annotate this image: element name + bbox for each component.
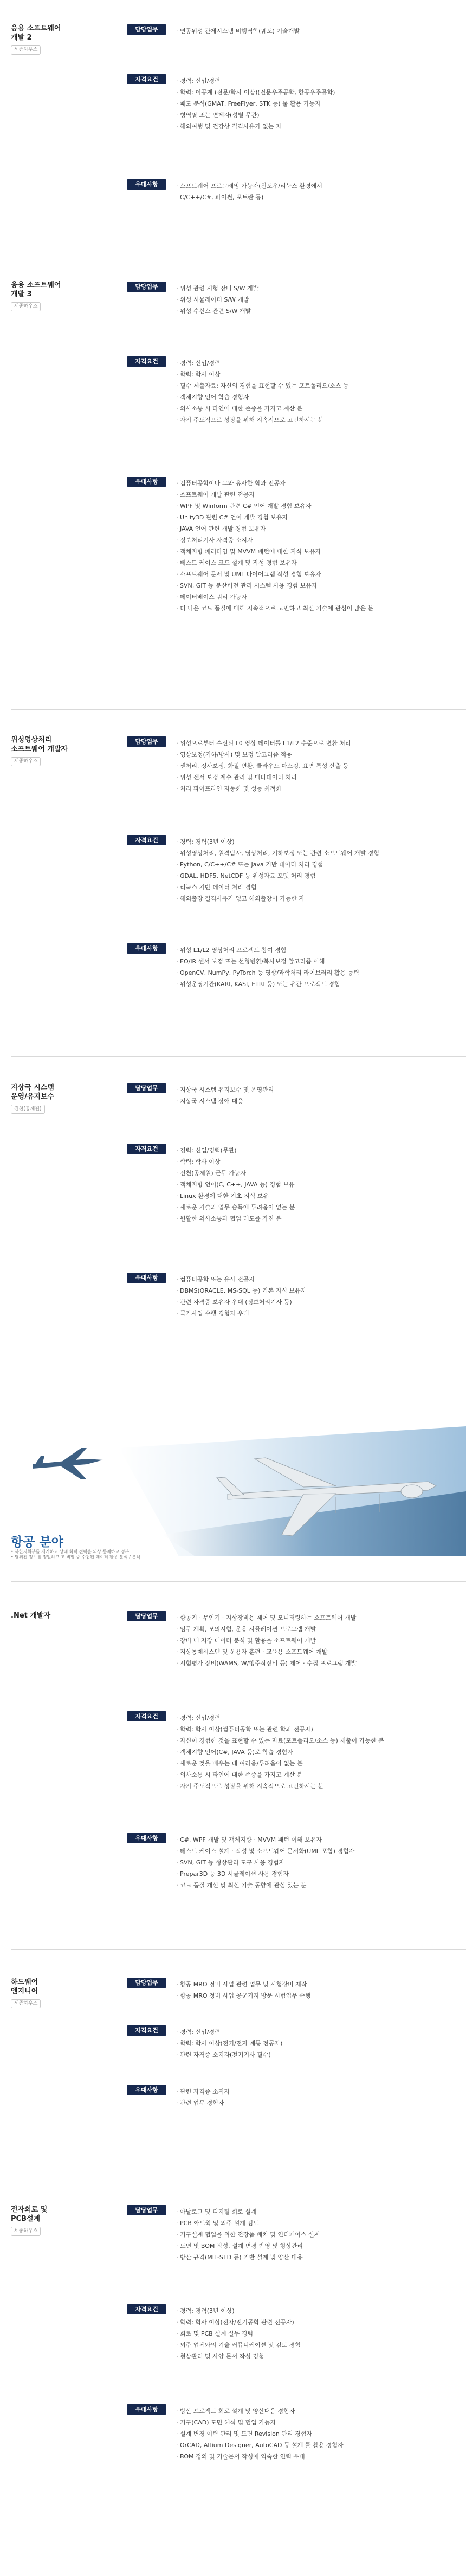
duty-list (176, 1979, 458, 2001)
list-item: · 방산 프로젝트 회로 설계 및 양산대응 경험자 (176, 2408, 295, 2415)
aviation-banner (0, 1426, 466, 1560)
list-item: · 진천(공제원) 근무 가능자 (176, 1170, 246, 1177)
requirements-list (176, 1712, 458, 1792)
list-item: · 아날로그 및 디지털 회로 설계 (176, 2208, 257, 2215)
jet-icon (33, 1448, 103, 1479)
duty-list (176, 283, 458, 317)
list-item: · 기구(CAD) 도면 해석 및 협업 가능자 (176, 2419, 276, 2426)
job-title: 위성영상처리 소프트웨어 개발자 (11, 736, 68, 753)
list-item: · 경력: 신입/경력 (176, 1714, 221, 1721)
list-item: · 설계 변경 이력 관리 및 도면 Revision 관리 경험자 (176, 2430, 312, 2437)
list-item: · 객체지향 언어(C, C++, JAVA 등) 경험 보유 (176, 1181, 295, 1188)
list-item: · GDAL, HDF5, NetCDF 등 위성자료 포맷 처리 경험 (176, 872, 316, 879)
banner-desc-line: • 북한지휘부를 제거하고 상대 화력 전력을 의상 통제하고 정부 (11, 1549, 130, 1554)
list-item: · 객체지향 언어 학습 경험자 (176, 394, 249, 401)
location-badge: 세종하우스 (11, 757, 41, 766)
list-item: · 코드 품질 개선 및 최신 기술 동향에 관심 있는 분 (176, 1882, 307, 1889)
requirements-list (176, 2026, 458, 2060)
list-item: · OpenCV, NumPy, PyTorch 등 영상/과학처리 라이브러리 활용 능력 (176, 969, 359, 976)
list-item: · 객체지향 언어(C#, JAVA 등)로 학습 경험자 (176, 1749, 293, 1756)
list-item: · 해외여행 및 건강상 결격사유가 없는 자 (176, 123, 282, 130)
list-item: · 위성운영기관(KARI, KASI, ETRI 등) 또는 유관 프로젝트 경험 (176, 981, 340, 988)
list-item: · Linux 환경에 대한 기초 지식 보유 (176, 1192, 269, 1199)
requirements-label: 자격요건 (127, 1711, 166, 1721)
requirements-list (176, 357, 458, 426)
list-item: · 관련 자격증 보유자 우대 (정보처리기사 등) (176, 1299, 292, 1306)
list-item: · 학력: 학사 이상(전자/전기공학 관련 전공자) (176, 2319, 294, 2326)
job-title: 하드웨어 엔지니어 (11, 1978, 38, 1995)
list-item: · 위성 수신소 관련 S/W 개발 (176, 308, 251, 315)
list-item: · 센처리, 정사보정, 화질 변환, 클라우드 마스킹, 표면 특성 산출 등 (176, 762, 349, 769)
list-item: · Python, C/C++/C# 또는 Java 기반 데이터 처리 경험 (176, 861, 323, 868)
requirements-label: 자격요건 (127, 1144, 166, 1154)
preferred-label: 우대사항 (127, 2404, 166, 2415)
list-item: · 경력: 경력(3년 이상) (176, 838, 235, 845)
list-item: · 시험평가 장비(WAMS, W/행주작장비 등) 제어 · 수집 프로그램 개발 (176, 1660, 357, 1667)
list-item: · 지상국 시스템 장애 대응 (176, 1098, 243, 1105)
list-item: · 해외출장 결격사유가 없고 해외출장이 가능한 자 (176, 895, 305, 902)
list-item: · 항공 MRO 정비 사업 공군기지 방문 시험업무 수행 (176, 1992, 311, 1999)
list-item: · 형상관리 및 사양 문서 작성 경험 (176, 2353, 264, 2360)
list-item: · 항공기 · 무인기 · 지상장비용 제어 및 모니터링하는 소프트웨어 개발 (176, 1614, 357, 1621)
list-item: · WPF 및 Winform 관련 C# 언어 개발 경험 보유자 (176, 503, 312, 510)
location-badge: 세종하우스 (11, 45, 41, 55)
list-item: C/C++/C#, 파이썬, 포트란 등) (176, 194, 264, 201)
preferred-list (176, 1834, 458, 1891)
list-item: · Unity3D 관련 C# 언어 개발 경험 보유자 (176, 514, 288, 521)
banner-title: 항공 분야 (11, 1535, 63, 1549)
list-item: · 학력: 이공계 (전문/학사 이상)(전문우주공학, 항공우주공학) (176, 89, 335, 96)
list-item: · 학력: 학사 이상(전기/전자 계통 전공자) (176, 2040, 283, 2047)
requirements-label: 자격요건 (127, 2025, 166, 2036)
list-item: · 자신이 경험한 것을 표현할 수 있는 자료(포트폴리오/소스 등) 제출이 가능한 분 (176, 1737, 384, 1744)
duty-label: 담당업무 (127, 736, 166, 747)
duty-list (176, 1612, 458, 1669)
list-item: · 관련 자격증 소지자(전기기사 필수) (176, 2051, 271, 2058)
list-item: · 자기 주도적으로 성장을 위해 지속적으로 고민하시는 분 (176, 416, 324, 423)
list-item: · 위성 센서 보정 계수 관리 및 메타데이터 처리 (176, 774, 297, 781)
duty-label: 담당업무 (127, 1611, 166, 1621)
list-item: · 관련 자격증 소지자 (176, 2088, 230, 2095)
preferred-label: 우대사항 (127, 1273, 166, 1283)
list-item: · 소프트웨어 문서 및 UML 다이어그램 작성 경험 보유자 (176, 571, 321, 578)
requirements-label: 자격요건 (127, 835, 166, 845)
requirements-label: 자격요건 (127, 2304, 166, 2314)
list-item: · 항공 MRO 정비 사업 관련 업무 및 시험장비 제작 (176, 1981, 307, 1988)
list-item: · 연공위성 관제시스템 비행역학(궤도) 기술개발 (176, 28, 300, 35)
list-item: · 처리 파이프라인 자동화 및 성능 최적화 (176, 785, 282, 792)
duty-label: 담당업무 (127, 282, 166, 292)
list-item: · 객체지향 패러다임 및 MVVM 패턴에 대한 지식 보유자 (176, 548, 321, 555)
requirements-list (176, 1145, 458, 1224)
list-item: · 경력: 신입/경력(무관) (176, 1147, 237, 1154)
duty-label: 담당업무 (127, 1978, 166, 1988)
preferred-list (176, 478, 458, 614)
requirements-label: 자격요건 (127, 356, 166, 367)
list-item: · 패도 분석(GMAT, FreeFlyer, STK 등) 툴 활용 가능자 (176, 100, 321, 107)
requirements-list (176, 2305, 458, 2362)
location-badge: 세종하우스 (11, 1999, 41, 2008)
list-item: · 학력: 학사 이상 (176, 371, 221, 378)
list-item: · 리눅스 기반 데이터 처리 경험 (176, 884, 257, 891)
list-item: · 자기 주도적으로 성장을 위해 지속적으로 고민하시는 분 (176, 1783, 324, 1790)
list-item: · 의사소통 시 타인에 대한 존중을 가지고 계산 분 (176, 405, 303, 412)
section-divider (11, 1949, 466, 1950)
list-item: · 경력: 신입/경력 (176, 77, 221, 84)
preferred-list (176, 2086, 458, 2109)
list-item: · 새로운 기술과 업무 습득에 두려움이 없는 분 (176, 1204, 295, 1211)
list-item: · 테스트 케이스 코드 설계 및 작성 경험 보유자 (176, 559, 297, 566)
list-item: · 방산 규격(MIL-STD 등) 기반 설계 및 양산 대응 (176, 2254, 303, 2261)
location-badge: 세종하우스 (11, 2227, 41, 2236)
job-title: .Net 개발자 (11, 1612, 51, 1620)
preferred-list (176, 180, 458, 203)
preferred-label: 우대사항 (127, 179, 166, 190)
section-divider (11, 1581, 466, 1582)
list-item: · 위성으로부터 수신된 L0 영상 데이터를 L1/L2 수준으로 변환 처리 (176, 740, 351, 747)
list-item: · 경력: 신입/경력 (176, 360, 221, 367)
list-item: · 위성 L1/L2 영상처리 프로젝트 참여 경험 (176, 947, 287, 954)
list-item: · 국가사업 수행 경험자 우대 (176, 1310, 249, 1317)
list-item: · 학력: 학사 이상(컴퓨터공학 또는 관련 학과 전공자) (176, 1726, 313, 1733)
list-item: · 테스트 케이스 설계 · 작성 및 소프트웨어 문서화(UML 포함) 경험자 (176, 1848, 355, 1855)
preferred-label: 우대사항 (127, 2085, 166, 2095)
list-item: · 위성영상처리, 원격탐사, 영상처리, 기하보정 또는 관련 소프트웨어 개발 경험 (176, 850, 379, 857)
list-item: · 지상통제시스템 및 운용자 훈련 · 교육용 소프트웨어 개발 (176, 1648, 328, 1655)
list-item: · 관련 업무 경험자 (176, 2099, 224, 2107)
list-item: · 컴퓨터공학이나 그와 유사한 학과 전공자 (176, 480, 286, 487)
list-item: · 필수 제출자료: 자신의 경험을 표현할 수 있는 포트폴리오/소스 등 (176, 382, 349, 389)
list-item: · 위성 관련 시험 장비 S/W 개발 (176, 285, 259, 292)
list-item: · 회로 및 PCB 설계 실무 경력 (176, 2330, 253, 2337)
list-item: · PCB 아트웍 및 외주 설계 검토 (176, 2220, 259, 2227)
list-item: · SVN, GIT 등 형상관리 도구 사용 경험자 (176, 1859, 285, 1866)
requirements-label: 자격요건 (127, 74, 166, 84)
preferred-label: 우대사항 (127, 477, 166, 487)
list-item: · 기구설계 협업을 위한 전장품 배치 및 인터페이스 설계 (176, 2231, 320, 2238)
requirements-list (176, 836, 458, 904)
list-item: · 위성 시뮬레이터 S/W 개발 (176, 296, 249, 303)
requirements-list (176, 75, 458, 132)
list-item: · DBMS(ORACLE, MS-SQL 등) 기본 지식 보유자 (176, 1287, 307, 1294)
list-item: · 경력: 경력(3년 이상) (176, 2307, 235, 2314)
list-item: · EO/IR 센서 보정 또는 선형변환/복사보정 알고리즘 이해 (176, 958, 325, 965)
list-item: · OrCAD, Altium Designer, AutoCAD 등 설계 툴 활용 경험자 (176, 2442, 344, 2449)
list-item: · 외주 업체와의 기술 커뮤니케이션 및 검토 경험 (176, 2342, 301, 2349)
list-item: · 도면 및 BOM 작성, 설계 변경 반영 및 형상관리 (176, 2242, 303, 2249)
preferred-label: 우대사항 (127, 1833, 166, 1843)
job-title: 응용 소프트웨어 개발 3 (11, 281, 61, 298)
duty-list (176, 738, 458, 794)
list-item: · 의사소통 시 타인에 대한 존중을 가지고 계산 분 (176, 1771, 303, 1778)
job-title: 지상국 시스템 운영/유지보수 (11, 1084, 55, 1101)
section-divider (11, 709, 466, 710)
preferred-list (176, 2405, 458, 2462)
list-item: · 정보처리기사 자격증 소지자 (176, 537, 253, 544)
list-item: · BOM 정의 및 기술문서 작성에 익숙한 인력 우대 (176, 2453, 305, 2460)
list-item: · 병역필 또는 면제자(성별 무관) (176, 112, 260, 119)
list-item: · 소프트웨어 프로그래밍 가능자(윈도우/리눅스 환경에서 (176, 182, 322, 190)
duty-list (176, 2206, 458, 2263)
list-item: · 새로운 것을 배우는 데 여러움/두려움이 없는 분 (176, 1760, 303, 1767)
list-item: · 데이터베이스 쿼리 가능자 (176, 594, 247, 601)
duty-label: 담당업무 (127, 1083, 166, 1093)
list-item: · 장비 내 저장 데이터 분석 및 활용을 소프트웨어 개발 (176, 1637, 316, 1644)
preferred-list (176, 944, 458, 990)
list-item: · 원활한 의사소통과 협업 태도를 가진 분 (176, 1215, 282, 1222)
location-badge: 진천(공제원) (11, 1105, 45, 1114)
list-item: · 지상국 시스템 유지보수 및 운영관리 (176, 1086, 274, 1093)
list-item: · Prepar3D 등 3D 시뮬레이션 사용 경험자 (176, 1870, 289, 1877)
list-item: · 컴퓨터공학 또는 유사 전공자 (176, 1276, 255, 1283)
duty-label: 담당업무 (127, 24, 166, 35)
duty-list (176, 25, 458, 37)
list-item: · 소프트웨어 개발 관련 전공자 (176, 491, 255, 498)
job-title: 응용 소프트웨어 개발 2 (11, 24, 61, 42)
preferred-list (176, 1274, 458, 1319)
list-item: · 영상보정(기하/방사) 및 보정 알고리즘 적용 (176, 751, 292, 758)
preferred-label: 우대사항 (127, 943, 166, 954)
list-item: · 임무 계획, 모의시험, 운용 시뮬레이션 프로그램 개발 (176, 1626, 316, 1633)
duty-list (176, 1084, 458, 1107)
location-badge: 세종하우스 (11, 302, 41, 311)
job-title: 전자회로 및 PCB설계 (11, 2206, 48, 2223)
aviation-illustration (0, 1426, 466, 1556)
duty-label: 담당업무 (127, 2205, 166, 2215)
list-item: · 경력: 신입/경력 (176, 2029, 221, 2036)
list-item: · JAVA 언어 관련 개발 경험 보유자 (176, 525, 266, 532)
list-item: · SVN, GIT 등 분산버전 관리 시스템 사용 경험 보유자 (176, 582, 318, 589)
list-item: · 학력: 학사 이상 (176, 1158, 221, 1165)
section-divider (11, 1056, 466, 1057)
banner-desc-line: • 탈취된 정보를 정밀하고 고 비행 중 수집된 데이터 활용 분석 / 분석 (11, 1555, 140, 1560)
list-item: · 더 나은 코드 품질에 대해 지속적으로 고민하고 최신 기술에 관심이 많은 분 (176, 605, 374, 612)
list-item: · C#, WPF 개발 및 객체지향 · MVVM 패턴 이해 보유자 (176, 1836, 322, 1843)
